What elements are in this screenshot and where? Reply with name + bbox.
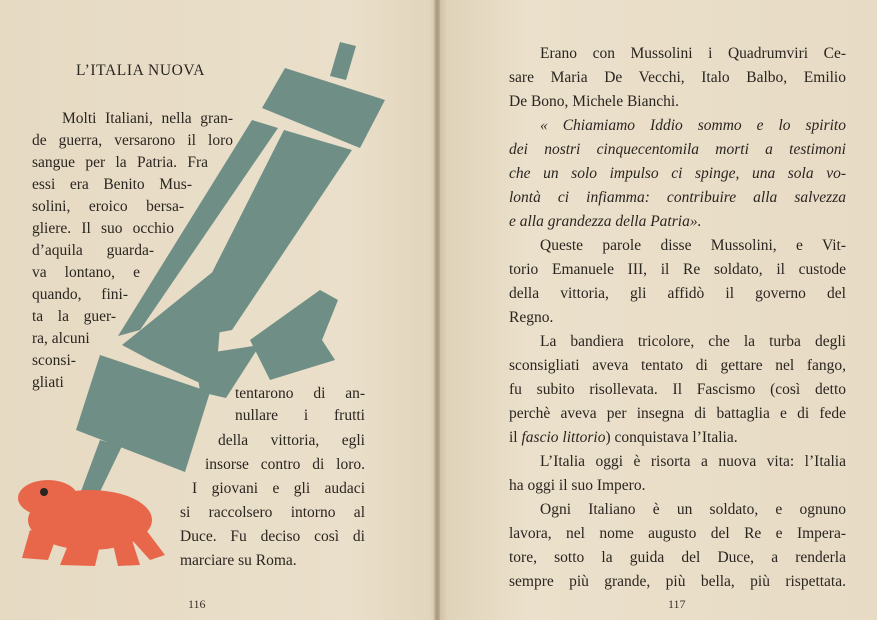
right-text-line-14: sconsigliati aveva tentato di gettare nel fango, [509,357,846,374]
right-text-line-20: Ogni Italiano è un soldato, e ognuno [540,501,846,518]
left-text-line-13: gliati [32,374,64,391]
left-text-line-10: ta la guer- [32,308,116,325]
right-text-line-17 [509,426,846,449]
right-text-line-6: che un solo impulso ci spinge, una sola vo- [509,165,846,182]
right-text-line-8: e alla grandezza della Patria». [509,213,702,230]
left-text-line-9: quando, fini- [32,286,128,303]
right-text-line-13: La bandiera tricolore, che la turba degli [540,333,846,350]
left-text-line-12: sconsi- [32,352,76,369]
left-text-line-21: marciare su Roma. [180,552,297,569]
right-text-line-23: sempre più grande, più bella, più rispettata. [509,573,846,590]
left-text-line-7: d’aquila guarda- [32,242,154,259]
right-text-line-11: della vittoria, gli affidò il governo del [509,285,846,302]
right-text-line-9: Queste parole disse Mussolini, e Vit- [540,237,846,254]
right-text-line-12: Regno. [509,309,554,326]
text-conquistava: ) conquistava l’Italia. [605,429,738,446]
chapter-heading: L’ITALIA NUOVA [76,62,206,79]
left-text-line-3: sangue per la Patria. Fra [32,154,208,171]
left-text-line-15: nullare i frutti [235,407,365,424]
left-text-line-18: I giovani e gli audaci [192,480,365,497]
right-text-line-4: « Chiamiamo Iddio sommo e lo spirito [540,117,846,134]
left-text-line-5: solini, eroico bersa- [32,198,184,215]
right-text-line-5: dei nostri cinquecentomila morti a testimoni [509,141,846,158]
left-page-number: 116 [188,597,206,611]
left-text-line-6: gliere. Il suo occhio [32,220,174,237]
right-text-line-21: lavora, nel nome augusto del Re e Impera- [509,525,846,542]
right-text-line-16: perchè aveva per insegna di battaglia e di fede [509,405,846,422]
right-text-line-19: ha oggi il suo Impero. [509,477,646,494]
left-text-line-1: Molti Italiani, nella gran- [62,110,233,127]
right-text-line-15: fu subito risollevata. Il Fascismo (così detto [509,381,846,398]
text-fascio-littorio: fascio littorio [521,429,606,446]
left-text-line-4: essi era Benito Mus- [32,176,192,193]
left-text-line-19: si raccolsero intorno al [180,504,365,521]
left-text-line-8: va lontano, e [32,264,140,281]
left-text-line-2: de guerra, versarono il loro [32,132,233,149]
left-text-line-20: Duce. Fu deciso così di [180,528,365,545]
left-text-line-16: della vittoria, egli [218,432,365,449]
right-text-line-7: lontà ci infiamma: contribuire alla salvezza [509,189,846,206]
left-page [0,0,437,620]
left-text-line-17: insorse contro di loro. [205,456,365,473]
right-text-line-22: tore, sotto la guida del Duce, a renderla [509,549,846,566]
right-text-line-2: sare Maria De Vecchi, Italo Balbo, Emilio [509,69,846,86]
right-page-number: 117 [668,597,686,611]
right-text-line-1: Erano con Mussolini i Quadrumviri Ce- [540,45,846,62]
right-text-line-10: torio Emanuele III, il Re soldato, il custode [509,261,846,278]
left-text-line-14: tentarono di an- [235,385,365,402]
left-text-line-11: ra, alcuni [32,330,90,347]
frog-illustration [18,480,165,566]
right-text-line-18: L’Italia oggi è risorta a nuova vita: l’Italia [540,453,846,470]
right-text-line-3: De Bono, Michele Bianchi. [509,93,680,110]
text-il: il [509,429,518,446]
